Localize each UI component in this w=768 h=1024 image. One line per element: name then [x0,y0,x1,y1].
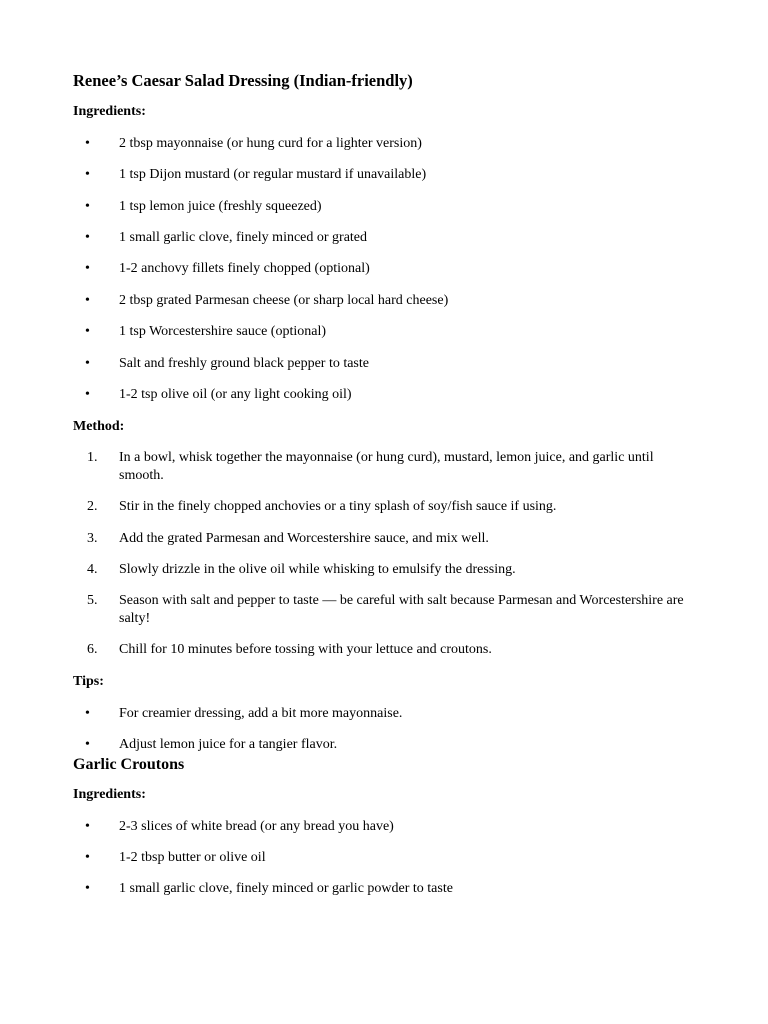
list-item [73,229,693,247]
step-item [73,592,693,627]
document-page [73,69,693,898]
list-item [73,166,693,184]
list-item [73,135,693,153]
list-item [73,705,693,723]
bullet-marker: • [85,198,90,214]
dressing-ingredients-list [73,135,693,404]
list-item-text: Adjust lemon juice for a tangier flavor. [119,737,338,753]
step-text: Stir in the finely chopped anchovies or a tiny splash of soy/fish sauce if using. [119,499,557,515]
list-item [73,323,693,341]
list-item-text: 1-2 tsp olive oil (or any light cooking oil) [119,387,352,403]
bullet-marker: • [85,818,90,834]
step-text: Season with salt and pepper to taste — be careful with salt because Parmesan and Worcestershire are salty! [119,593,684,626]
list-item-text: 1 tsp lemon juice (freshly squeezed) [119,198,322,214]
list-item [73,849,693,867]
step-item [73,449,693,484]
list-item-text: For creamier dressing, add a bit more mayonnaise. [119,705,403,721]
croutons-ingredients-heading: Ingredients: [73,786,146,802]
step-text: Chill for 10 minutes before tossing with your lettuce and croutons. [119,642,492,658]
bullet-marker: • [85,167,90,183]
list-item [73,880,693,898]
step-item [73,561,693,579]
bullet-marker: • [85,292,90,308]
bullet-marker: • [85,849,90,865]
list-item-text: 1 small garlic clove, finely minced or garlic powder to taste [119,881,453,897]
list-item-text: 1-2 anchovy fillets finely chopped (optional) [119,261,370,277]
list-item [73,818,693,836]
dressing-method-heading: Method: [73,418,125,434]
list-item-text: 1 tsp Dijon mustard (or regular mustard if unavailable) [119,167,427,183]
dressing-tips-heading: Tips: [73,673,104,689]
list-item-text: 1-2 tbsp butter or olive oil [119,849,266,865]
list-item-text: 2 tbsp grated Parmesan cheese (or sharp local hard cheese) [119,292,449,308]
dressing-method-list [73,449,693,658]
step-number: 2. [87,499,98,515]
list-item [73,260,693,278]
list-item-text: 1 tsp Worcestershire sauce (optional) [119,324,326,340]
list-item [73,292,693,310]
list-item [73,736,693,754]
dressing-tips-list [73,705,693,754]
bullet-marker: • [85,261,90,277]
bullet-marker: • [85,135,90,151]
list-item [73,386,693,404]
bullet-marker: • [85,355,90,371]
list-item-text: Salt and freshly ground black pepper to taste [119,355,369,371]
step-text: Add the grated Parmesan and Worcestershire sauce, and mix well. [119,530,489,546]
step-number: 3. [87,530,98,546]
list-item-text: 2 tbsp mayonnaise (or hung curd for a lighter version) [119,135,422,151]
step-item [73,498,693,516]
bullet-marker: • [85,324,90,340]
dressing-ingredients-heading: Ingredients: [73,104,146,119]
bullet-marker: • [85,705,90,721]
step-text: Slowly drizzle in the olive oil while whisking to emulsify the dressing. [119,562,516,578]
dressing-title: Renee’s Caesar Salad Dressing (Indian-friendly) [73,71,413,90]
list-item [73,198,693,216]
croutons-ingredients-list [73,818,693,898]
step-number: 6. [87,642,98,658]
bullet-marker: • [85,737,90,753]
croutons-title: Garlic Croutons [73,755,185,773]
step-item [73,530,693,548]
step-number: 5. [87,593,98,609]
list-item [73,355,693,373]
bullet-marker: • [85,230,90,246]
step-number: 4. [87,562,98,578]
step-item [73,641,693,659]
list-item-text: 2-3 slices of white bread (or any bread you have) [119,818,394,834]
step-number: 1. [87,450,98,466]
bullet-marker: • [85,881,90,897]
list-item-text: 1 small garlic clove, finely minced or grated [119,230,368,246]
bullet-marker: • [85,387,90,403]
step-text: In a bowl, whisk together the mayonnaise (or hung curd), mustard, lemon juice, and garlic until smooth. [119,450,654,483]
